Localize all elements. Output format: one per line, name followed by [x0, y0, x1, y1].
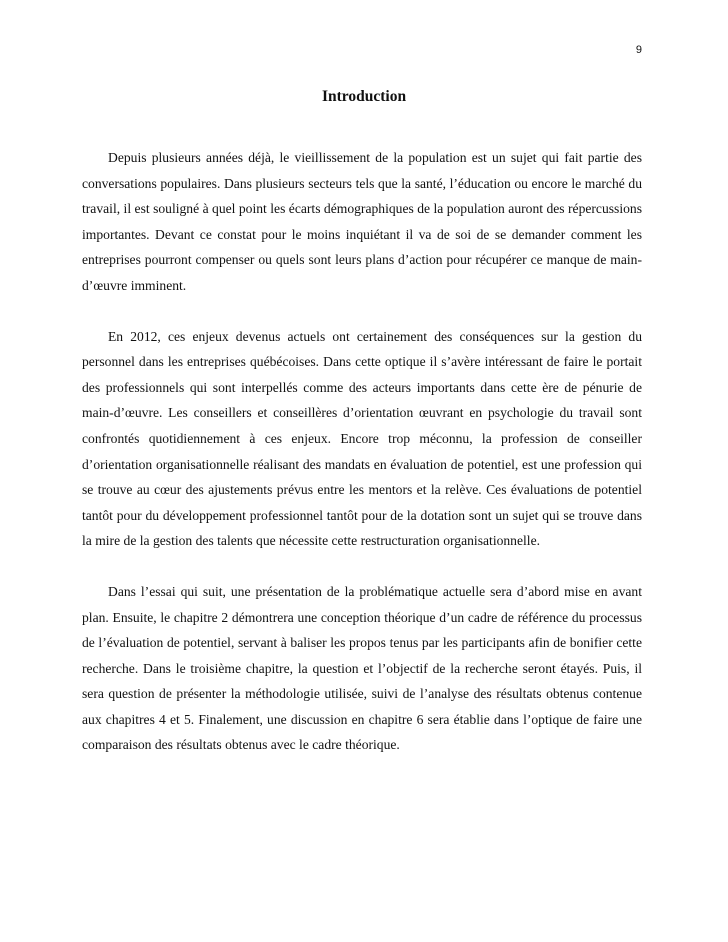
page-title: Introduction — [321, 88, 407, 105]
paragraph: Depuis plusieurs années déjà, le vieillissement de la population est un sujet qui fait partie des conversations populaires. Dans plusieurs secteurs tels que la santé, l’éducation ou encore le marché du travail, il est souligné à quel point les écarts démographiques de la population auront des répercussions importantes. Devant ce constat pour le moins inquiétant il va de soi de se demander comment les entreprises pourront compenser ou quels sont leurs plans d’action pour récupérer ce manque de main-d’œuvre imminent. — [82, 150, 642, 293]
page-number: 9 — [635, 44, 642, 56]
body-text — [82, 145, 642, 783]
paragraph: Dans l’essai qui suit, une présentation de la problématique actuelle sera d’abord mise en avant plan. Ensuite, le chapitre 2 démontrera une conception théorique d’un cadre de référence du processus de l’évaluation de potentiel, servant à baliser les propos tenus par les participants afin de bonifier cette recherche. Dans le troisième chapitre, la question et l’objectif de la recherche seront étayés. Puis, il sera question de présenter la méthodologie utilisée, suivi de l’analyse des résultats obtenus contenue aux chapitres 4 et 5. Finalement, une discussion en chapitre 6 sera établie dans l’optique de faire une comparaison des résultats obtenus avec le cadre théorique. — [82, 583, 642, 753]
paragraph: En 2012, ces enjeux devenus actuels ont certainement des conséquences sur la gestion du personnel dans les entreprises québécoises. Dans cette optique il s’avère intéressant de faire le portait des professionnels qui sont interpellés comme des acteurs importants dans cette ère de pénurie de main-d’œuvre. Les conseillers et conseillères d’orientation œuvrant en psychologie du travail sont confrontés quotidiennement à ces enjeux. Encore trop méconnu, la profession de conseiller d’orientation organisationnelle réalisant des mandats en évaluation de potentiel, est une profession qui se trouve au cœur des ajustements prévus entre les mentors et la relève. Ces évaluations de potentiel tantôt pour du développement professionnel tantôt pour de la dotation sont un sujet qui se trouve dans la mire de la gestion des talents que nécessite cette restructuration organisationnelle. — [82, 328, 642, 549]
